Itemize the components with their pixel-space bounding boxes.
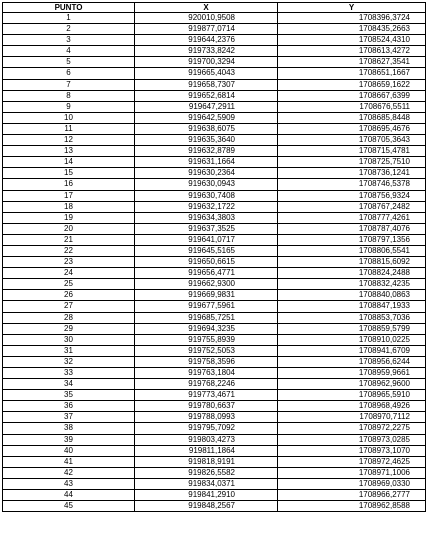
cell-punto: 23 <box>3 257 135 268</box>
header-punto: PUNTO <box>3 3 135 13</box>
table-row <box>3 257 426 268</box>
cell-x: 920010,9508 <box>135 13 278 24</box>
cell-y: 1708715,4781 <box>278 146 426 157</box>
cell-x: 919773,4671 <box>135 390 278 401</box>
cell-x: 919634,3803 <box>135 212 278 223</box>
cell-punto: 43 <box>3 478 135 489</box>
cell-y: 1708767,2482 <box>278 201 426 212</box>
cell-y: 1708969,0330 <box>278 478 426 489</box>
table-row <box>3 201 426 212</box>
cell-y: 1708962,9600 <box>278 379 426 390</box>
cell-x: 919818,9191 <box>135 456 278 467</box>
cell-y: 1708853,7036 <box>278 312 426 323</box>
cell-x: 919630,7408 <box>135 190 278 201</box>
cell-punto: 35 <box>3 390 135 401</box>
cell-punto: 20 <box>3 223 135 234</box>
table-row <box>3 301 426 312</box>
cell-x: 919662,9300 <box>135 279 278 290</box>
cell-y: 1708524,4310 <box>278 35 426 46</box>
cell-punto: 25 <box>3 279 135 290</box>
table-row <box>3 68 426 79</box>
cell-x: 919632,8789 <box>135 146 278 157</box>
cell-punto: 30 <box>3 334 135 345</box>
cell-punto: 31 <box>3 345 135 356</box>
cell-y: 1708956,6244 <box>278 356 426 367</box>
cell-x: 919788,0993 <box>135 412 278 423</box>
cell-y: 1708847,1933 <box>278 301 426 312</box>
cell-y: 1708777,4261 <box>278 212 426 223</box>
cell-y: 1708705,3643 <box>278 135 426 146</box>
cell-x: 919650,6615 <box>135 257 278 268</box>
cell-x: 919647,2911 <box>135 101 278 112</box>
table-row <box>3 334 426 345</box>
cell-punto: 42 <box>3 467 135 478</box>
cell-y: 1708973,1070 <box>278 445 426 456</box>
cell-y: 1708962,8588 <box>278 501 426 512</box>
table-row <box>3 323 426 334</box>
cell-punto: 16 <box>3 179 135 190</box>
table-row <box>3 190 426 201</box>
cell-y: 1708972,2275 <box>278 423 426 434</box>
cell-punto: 9 <box>3 101 135 112</box>
cell-x: 919803,4273 <box>135 434 278 445</box>
cell-x: 919637,3525 <box>135 223 278 234</box>
cell-x: 919645,5165 <box>135 245 278 256</box>
cell-x: 919635,3640 <box>135 135 278 146</box>
cell-punto: 36 <box>3 401 135 412</box>
cell-y: 1708627,3541 <box>278 57 426 68</box>
cell-punto: 22 <box>3 245 135 256</box>
table-row <box>3 501 426 512</box>
table-row <box>3 467 426 478</box>
cell-x: 919685,7251 <box>135 312 278 323</box>
cell-y: 1708824,2488 <box>278 268 426 279</box>
cell-punto: 14 <box>3 157 135 168</box>
cell-x: 919644,2376 <box>135 35 278 46</box>
table-row <box>3 456 426 467</box>
table-row <box>3 223 426 234</box>
table-row <box>3 112 426 123</box>
table-row <box>3 123 426 134</box>
cell-y: 1708396,3724 <box>278 13 426 24</box>
cell-y: 1708787,4076 <box>278 223 426 234</box>
cell-punto: 24 <box>3 268 135 279</box>
table-row <box>3 79 426 90</box>
table-row <box>3 490 426 501</box>
cell-x: 919631,1664 <box>135 157 278 168</box>
cell-y: 1708725,7510 <box>278 157 426 168</box>
cell-y: 1708756,9324 <box>278 190 426 201</box>
cell-y: 1708659,1622 <box>278 79 426 90</box>
cell-x: 919826,5582 <box>135 467 278 478</box>
cell-punto: 3 <box>3 35 135 46</box>
table-row <box>3 290 426 301</box>
cell-punto: 6 <box>3 68 135 79</box>
cell-y: 1708966,2777 <box>278 490 426 501</box>
table-row <box>3 423 426 434</box>
cell-y: 1708859,5799 <box>278 323 426 334</box>
cell-x: 919642,5909 <box>135 112 278 123</box>
cell-x: 919656,4771 <box>135 268 278 279</box>
table-row <box>3 234 426 245</box>
cell-x: 919665,4043 <box>135 68 278 79</box>
cell-y: 1708695,4676 <box>278 123 426 134</box>
header-row <box>3 3 426 13</box>
cell-x: 919630,0943 <box>135 179 278 190</box>
cell-x: 919768,2246 <box>135 379 278 390</box>
cell-y: 1708970,7112 <box>278 412 426 423</box>
cell-punto: 17 <box>3 190 135 201</box>
cell-y: 1708910,0225 <box>278 334 426 345</box>
cell-x: 919848,2567 <box>135 501 278 512</box>
cell-punto: 39 <box>3 434 135 445</box>
cell-punto: 11 <box>3 123 135 134</box>
table-row <box>3 135 426 146</box>
cell-y: 1708651,1667 <box>278 68 426 79</box>
cell-y: 1708613,4272 <box>278 46 426 57</box>
cell-x: 919652,6814 <box>135 90 278 101</box>
cell-x: 919877,0714 <box>135 24 278 35</box>
cell-punto: 33 <box>3 368 135 379</box>
header-y: Y <box>278 3 426 13</box>
cell-y: 1708941,6709 <box>278 345 426 356</box>
cell-y: 1708797,1356 <box>278 234 426 245</box>
cell-x: 919630,2364 <box>135 168 278 179</box>
cell-y: 1708667,6399 <box>278 90 426 101</box>
header-x: X <box>135 3 278 13</box>
table-row <box>3 245 426 256</box>
cell-x: 919700,3294 <box>135 57 278 68</box>
cell-punto: 37 <box>3 412 135 423</box>
cell-y: 1708685,8448 <box>278 112 426 123</box>
cell-y: 1708971,1006 <box>278 467 426 478</box>
cell-y: 1708806,5541 <box>278 245 426 256</box>
cell-x: 919763,1804 <box>135 368 278 379</box>
cell-y: 1708972,4625 <box>278 456 426 467</box>
cell-y: 1708676,5511 <box>278 101 426 112</box>
coordinates-table <box>2 2 426 512</box>
cell-x: 919669,9831 <box>135 290 278 301</box>
cell-y: 1708968,4926 <box>278 401 426 412</box>
cell-punto: 29 <box>3 323 135 334</box>
cell-punto: 18 <box>3 201 135 212</box>
cell-x: 919733,8242 <box>135 46 278 57</box>
cell-punto: 32 <box>3 356 135 367</box>
cell-x: 919841,2910 <box>135 490 278 501</box>
table-row <box>3 368 426 379</box>
table-row <box>3 146 426 157</box>
cell-punto: 21 <box>3 234 135 245</box>
cell-x: 919834,0371 <box>135 478 278 489</box>
table-row <box>3 179 426 190</box>
cell-y: 1708959,9661 <box>278 368 426 379</box>
table-row <box>3 57 426 68</box>
table-row <box>3 24 426 35</box>
cell-x: 919658,7307 <box>135 79 278 90</box>
table-row <box>3 101 426 112</box>
table-row <box>3 478 426 489</box>
cell-punto: 13 <box>3 146 135 157</box>
table-row <box>3 212 426 223</box>
table-body <box>3 13 426 512</box>
cell-punto: 5 <box>3 57 135 68</box>
cell-x: 919795,7092 <box>135 423 278 434</box>
table-row <box>3 434 426 445</box>
cell-punto: 41 <box>3 456 135 467</box>
cell-y: 1708840,0863 <box>278 290 426 301</box>
table-row <box>3 46 426 57</box>
cell-punto: 27 <box>3 301 135 312</box>
cell-x: 919811,1864 <box>135 445 278 456</box>
cell-punto: 34 <box>3 379 135 390</box>
table-row <box>3 379 426 390</box>
table-row <box>3 356 426 367</box>
cell-punto: 1 <box>3 13 135 24</box>
table-row <box>3 279 426 290</box>
table-row <box>3 390 426 401</box>
cell-punto: 19 <box>3 212 135 223</box>
cell-y: 1708832,4235 <box>278 279 426 290</box>
cell-y: 1708435,2663 <box>278 24 426 35</box>
cell-punto: 26 <box>3 290 135 301</box>
cell-punto: 7 <box>3 79 135 90</box>
cell-punto: 2 <box>3 24 135 35</box>
cell-x: 919638,6075 <box>135 123 278 134</box>
cell-x: 919694,3235 <box>135 323 278 334</box>
table-row <box>3 268 426 279</box>
cell-punto: 45 <box>3 501 135 512</box>
cell-x: 919758,3596 <box>135 356 278 367</box>
cell-y: 1708965,5910 <box>278 390 426 401</box>
table-row <box>3 312 426 323</box>
cell-punto: 15 <box>3 168 135 179</box>
cell-x: 919752,5053 <box>135 345 278 356</box>
table-row <box>3 412 426 423</box>
table-row <box>3 168 426 179</box>
cell-punto: 44 <box>3 490 135 501</box>
cell-punto: 8 <box>3 90 135 101</box>
table-row <box>3 401 426 412</box>
cell-punto: 40 <box>3 445 135 456</box>
cell-x: 919641,0717 <box>135 234 278 245</box>
cell-x: 919755,8939 <box>135 334 278 345</box>
cell-y: 1708815,6092 <box>278 257 426 268</box>
table-row <box>3 90 426 101</box>
cell-punto: 10 <box>3 112 135 123</box>
cell-x: 919780,6637 <box>135 401 278 412</box>
table-row <box>3 345 426 356</box>
table-row <box>3 13 426 24</box>
cell-x: 919632,1722 <box>135 201 278 212</box>
table-row <box>3 35 426 46</box>
cell-x: 919677,5961 <box>135 301 278 312</box>
cell-punto: 4 <box>3 46 135 57</box>
cell-y: 1708736,1241 <box>278 168 426 179</box>
cell-punto: 38 <box>3 423 135 434</box>
cell-y: 1708746,5378 <box>278 179 426 190</box>
cell-punto: 12 <box>3 135 135 146</box>
cell-y: 1708973,0285 <box>278 434 426 445</box>
table-row <box>3 157 426 168</box>
cell-punto: 28 <box>3 312 135 323</box>
table-row <box>3 445 426 456</box>
